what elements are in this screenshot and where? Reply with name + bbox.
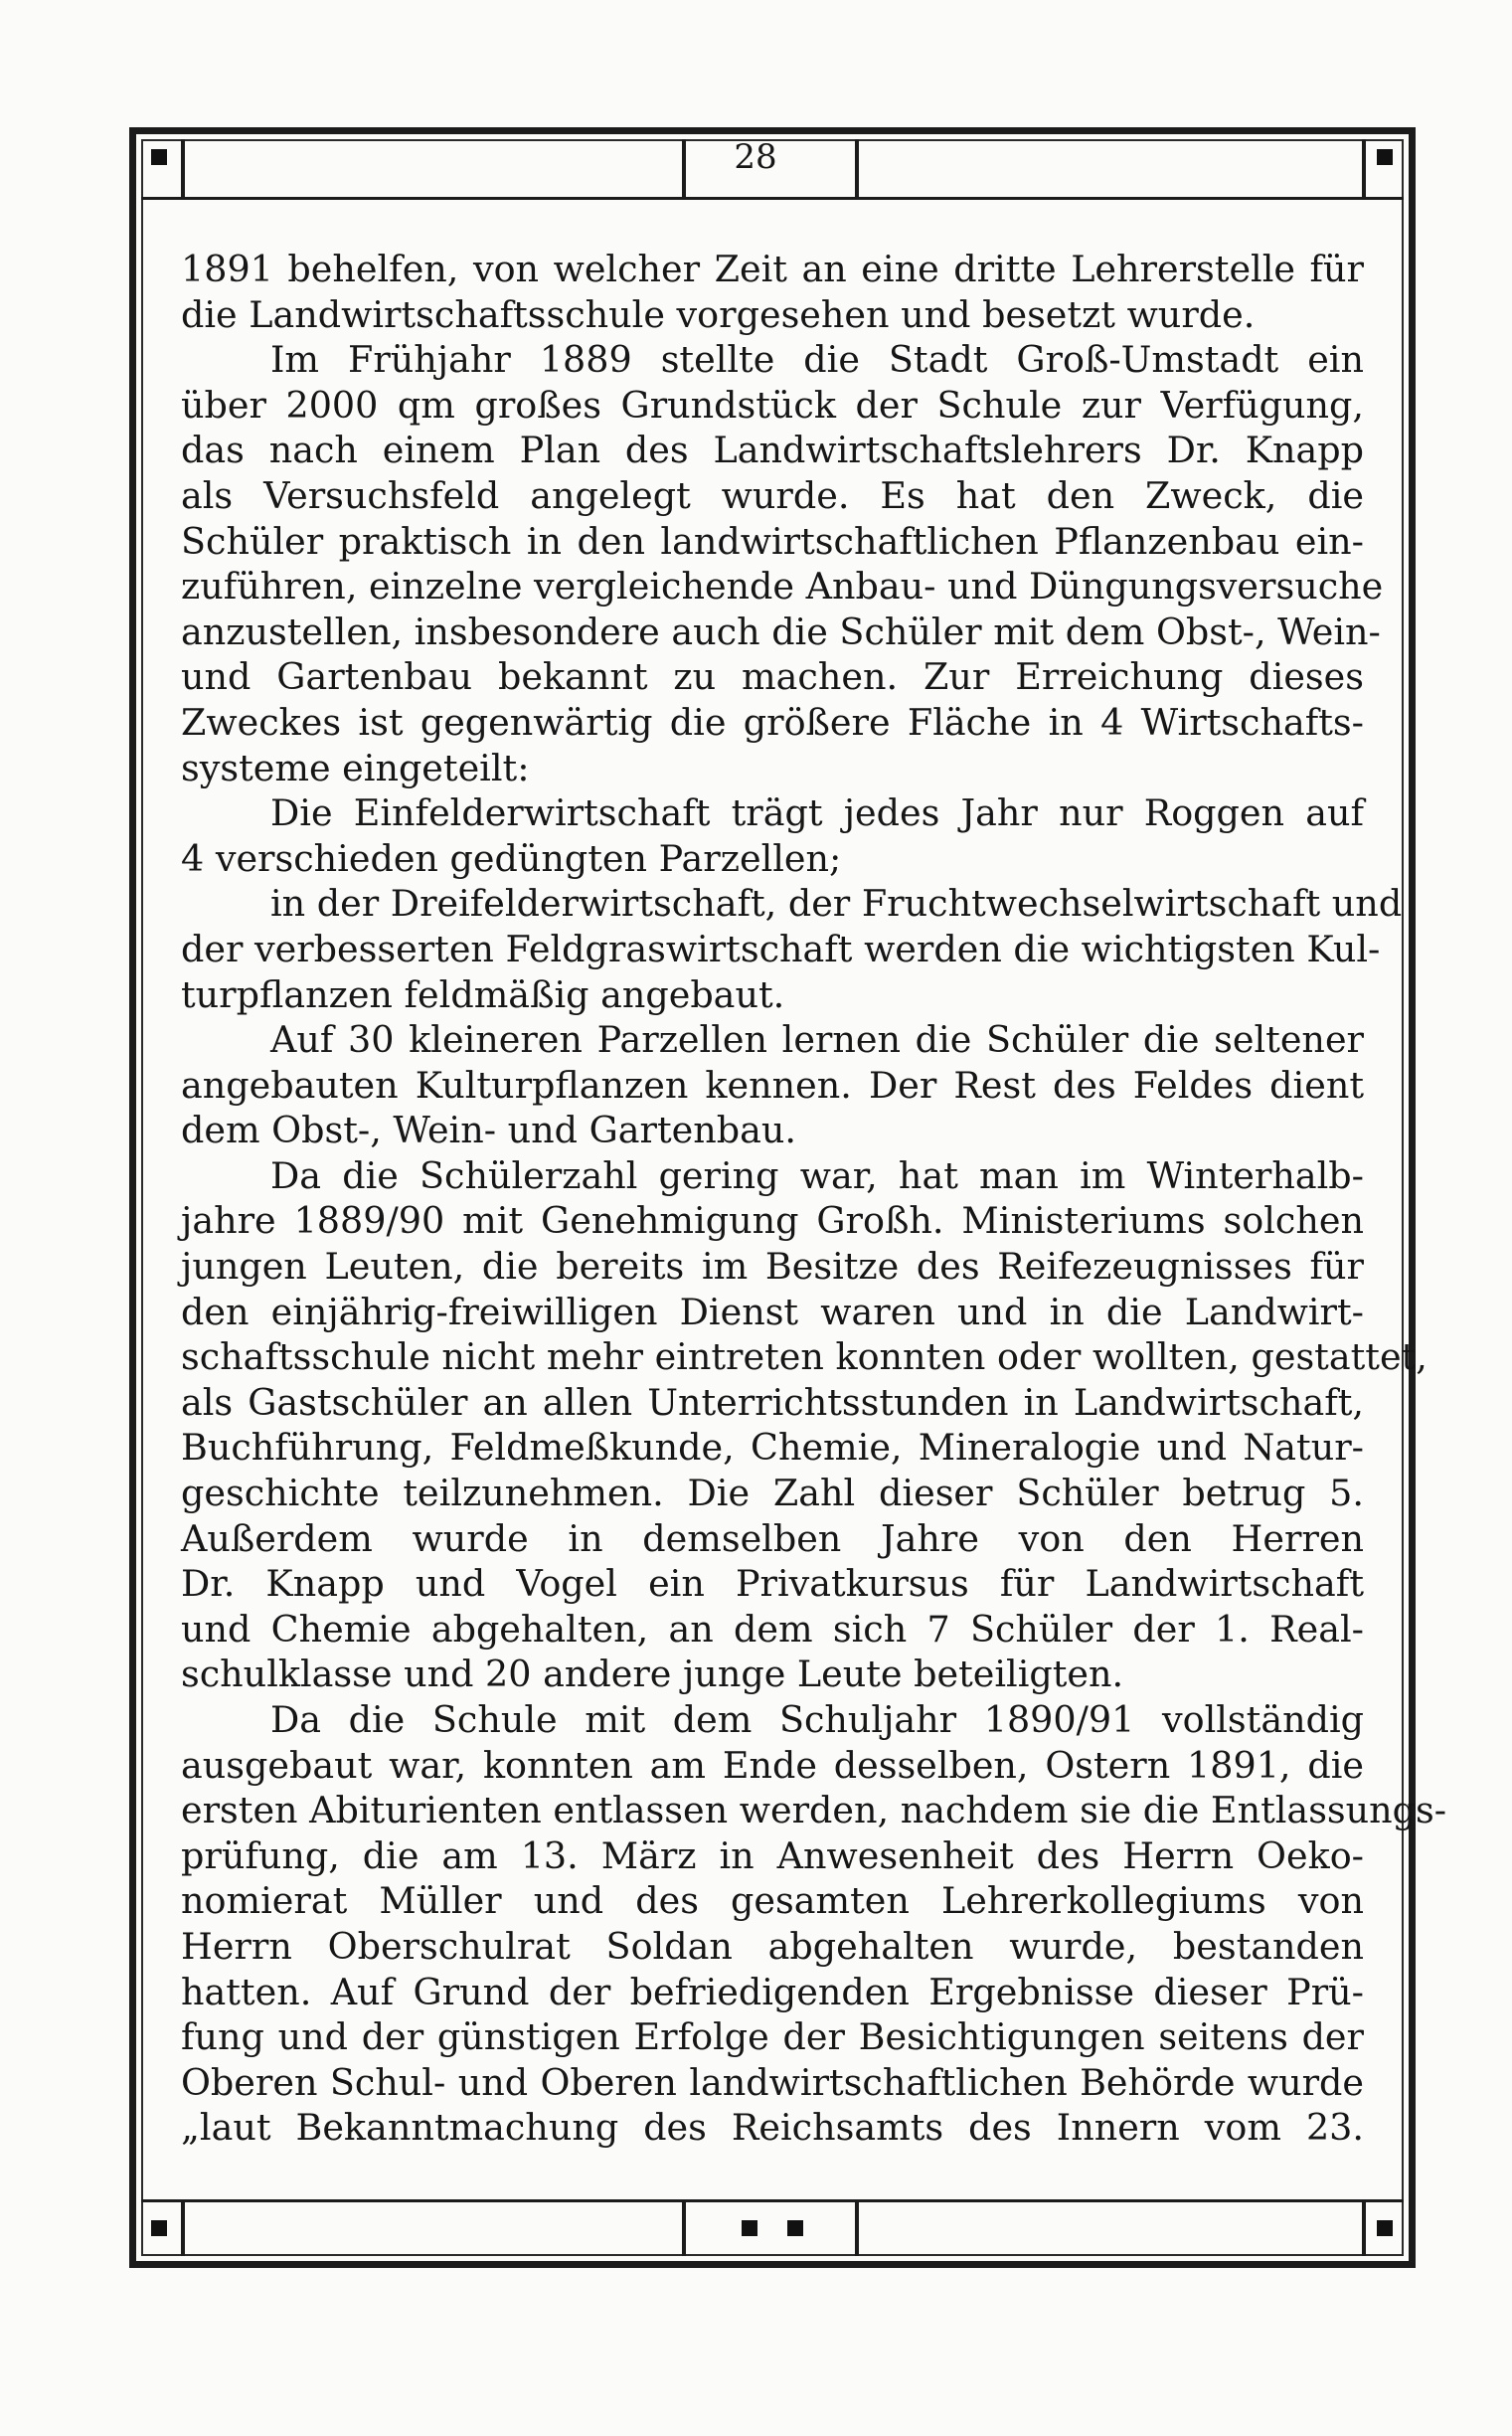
page-number: 28 bbox=[734, 137, 777, 177]
text-line: hatten. Auf Grund der befriedigenden Ergebnisse dieser Prü- bbox=[181, 1970, 1364, 2013]
text-line: turpflanzen feldmäßig angebaut. bbox=[181, 972, 785, 1016]
footer-divider-left bbox=[181, 2199, 185, 2256]
text-line: in der Dreifelderwirtschaft, der Fruchtwechselwirtschaft und bbox=[270, 882, 1403, 926]
text-line: 4 verschieden gedüngten Parzellen; bbox=[181, 836, 842, 880]
header-divider-center-left bbox=[682, 139, 686, 197]
text-line: schulklasse und 20 andere junge Leute beteiligten. bbox=[181, 1653, 1124, 1696]
text-line: Schüler praktisch in den landwirtschaftlichen Pflanzenbau ein- bbox=[181, 519, 1364, 563]
text-line: jahre 1889/90 mit Genehmigung Großh. Ministeriums solchen bbox=[181, 1199, 1364, 1243]
text-line: das nach einem Plan des Landwirtschaftslehrers Dr. Knapp bbox=[181, 429, 1364, 472]
footer-top-rule bbox=[141, 2199, 1404, 2202]
text-line: angebauten Kulturpflanzen kennen. Der Rest des Feldes dient bbox=[181, 1063, 1364, 1107]
text-line: 1891 behelfen, von welcher Zeit an eine dritte Lehrerstelle für bbox=[181, 248, 1364, 290]
text-line: als Gastschüler an allen Unterrichtsstunden in Landwirtschaft, bbox=[181, 1380, 1364, 1424]
text-line: den einjährig-freiwilligen Dienst waren und in die Landwirt- bbox=[181, 1290, 1364, 1333]
footer-ornament-square-right bbox=[1377, 2220, 1393, 2236]
text-line: ersten Abiturienten entlassen werden, nachdem sie die Entlassungs- bbox=[181, 1789, 1447, 1832]
footer-divider-center-right bbox=[855, 2199, 859, 2256]
text-line: anzustellen, insbesondere auch die Schüler mit dem Obst-, Wein- bbox=[181, 609, 1381, 653]
text-line: fung und der günstigen Erfolge der Besichtigungen seitens der bbox=[181, 2015, 1364, 2059]
text-line: dem Obst-, Wein- und Gartenbau. bbox=[181, 1109, 797, 1152]
text-line: der verbesserten Feldgraswirtschaft werden die wichtigsten Kul- bbox=[181, 927, 1381, 970]
header-ornament-square-left bbox=[151, 149, 167, 165]
text-line: und Gartenbau bekannt zu machen. Zur Erreichung dieses bbox=[181, 655, 1364, 699]
text-line: prüfung, die am 13. März in Anwesenheit des Herrn Oeko- bbox=[181, 1833, 1364, 1877]
header-bottom-rule bbox=[141, 197, 1404, 200]
header-divider-right bbox=[1362, 139, 1366, 197]
text-line: Buchführung, Feldmeßkunde, Chemie, Mineralogie und Natur- bbox=[181, 1426, 1364, 1470]
footer-ornament-square-center-1 bbox=[742, 2220, 757, 2236]
text-line: systeme eingeteilt: bbox=[181, 746, 530, 789]
text-line: schaftsschule nicht mehr eintreten konnten oder wollten, gestattet, bbox=[181, 1335, 1428, 1379]
text-line: Zweckes ist gegenwärtig die größere Fläche in 4 Wirtschafts- bbox=[181, 700, 1364, 744]
text-line: Auf 30 kleineren Parzellen lernen die Schüler die seltener bbox=[270, 1018, 1364, 1062]
text-line: ausgebaut war, konnten am Ende desselben, Ostern 1891, die bbox=[181, 1743, 1364, 1787]
text-line: Oberen Schul- und Oberen landwirtschaftlichen Behörde wurde bbox=[181, 2060, 1364, 2104]
text-line: „laut Bekanntmachung des Reichsamts des Innern vom 23. bbox=[181, 2106, 1364, 2150]
text-line: Dr. Knapp und Vogel ein Privatkursus für Landwirtschaft bbox=[181, 1562, 1364, 1606]
text-line: Da die Schule mit dem Schuljahr 1890/91 vollständig bbox=[270, 1698, 1364, 1741]
text-line: über 2000 qm großes Grundstück der Schule zur Verfügung, bbox=[181, 383, 1364, 427]
text-line: die Landwirtschaftsschule vorgesehen und besetzt wurde. bbox=[181, 292, 1256, 336]
text-line: Herrn Oberschulrat Soldan abgehalten wurde, bestanden bbox=[181, 1924, 1364, 1968]
text-line: und Chemie abgehalten, an dem sich 7 Schüler der 1. Real- bbox=[181, 1607, 1364, 1651]
text-line: Im Frühjahr 1889 stellte die Stadt Groß-Umstadt ein bbox=[270, 338, 1364, 382]
text-line: Außerdem wurde in demselben Jahre von den Herren bbox=[181, 1516, 1364, 1560]
body-text bbox=[181, 247, 1447, 2151]
text-line: Da die Schülerzahl gering war, hat man im Winterhalb- bbox=[270, 1153, 1364, 1197]
header-divider-left bbox=[181, 139, 185, 197]
header-ornament-square-right bbox=[1377, 149, 1393, 165]
footer-divider-right bbox=[1362, 2199, 1366, 2256]
text-line: zuführen, einzelne vergleichende Anbau- und Düngungsversuche bbox=[181, 565, 1384, 609]
text-line: geschichte teilzunehmen. Die Zahl dieser Schüler betrug 5. bbox=[181, 1472, 1364, 1515]
text-line: nomierat Müller und des gesamten Lehrerkollegiums von bbox=[181, 1879, 1364, 1923]
text-line: Die Einfelderwirtschaft trägt jedes Jahr nur Roggen auf bbox=[270, 791, 1364, 835]
text-line: als Versuchsfeld angelegt wurde. Es hat den Zweck, die bbox=[181, 473, 1364, 517]
header-divider-center-right bbox=[855, 139, 859, 197]
footer-ornament-square-center-2 bbox=[787, 2220, 803, 2236]
footer-ornament-square-left bbox=[151, 2220, 167, 2236]
text-line: jungen Leuten, die bereits im Besitze des Reifezeugnisses für bbox=[181, 1245, 1364, 1289]
footer-divider-center-left bbox=[682, 2199, 686, 2256]
